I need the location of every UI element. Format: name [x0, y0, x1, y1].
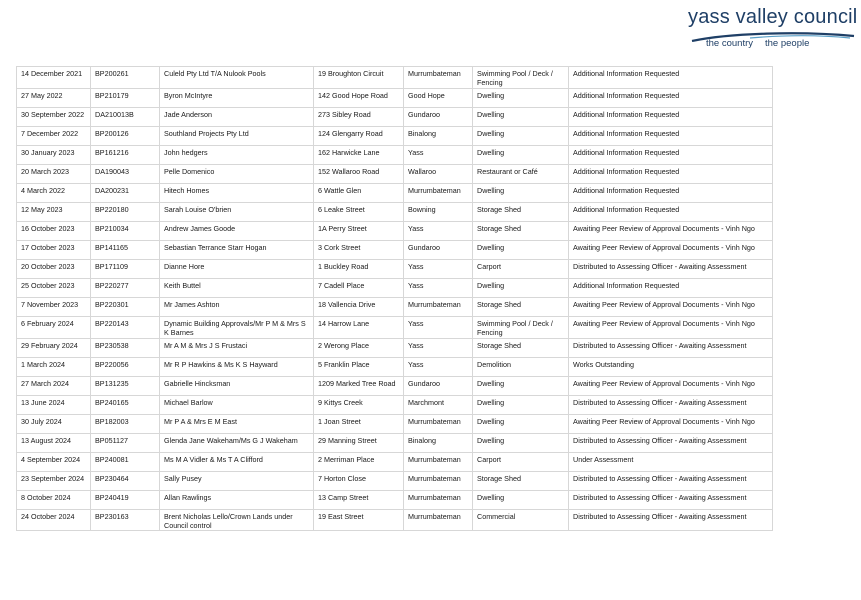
development-type-cell: Swimming Pool / Deck / Fencing	[473, 67, 569, 89]
lodged-date-cell: 8 October 2024	[17, 490, 91, 509]
application-number-cell: BP220143	[91, 316, 160, 338]
locality-cell: Good Hope	[404, 88, 473, 107]
address-cell: 19 Broughton Circuit	[314, 67, 404, 89]
application-number-cell: BP210179	[91, 88, 160, 107]
development-type-cell: Dwelling	[473, 107, 569, 126]
address-cell: 162 Harwicke Lane	[314, 145, 404, 164]
status-cell: Awaiting Peer Review of Approval Documents - Vinh Ngo	[569, 297, 773, 316]
address-cell: 3 Cork Street	[314, 240, 404, 259]
development-type-cell: Dwelling	[473, 183, 569, 202]
applicant-cell: Ms M A Vidler & Ms T A Clifford	[160, 452, 314, 471]
status-cell: Additional Information Requested	[569, 164, 773, 183]
logo-title: yass valley council	[688, 6, 858, 28]
table-row	[17, 376, 773, 395]
status-cell: Awaiting Peer Review of Approval Documents - Vinh Ngo	[569, 221, 773, 240]
application-number-cell: BP230464	[91, 471, 160, 490]
address-cell: 2 Werong Place	[314, 338, 404, 357]
address-cell: 7 Cadell Place	[314, 278, 404, 297]
applicant-cell: Dianne Hore	[160, 259, 314, 278]
lodged-date-cell: 12 May 2023	[17, 202, 91, 221]
locality-cell: Marchmont	[404, 395, 473, 414]
application-number-cell: BP240081	[91, 452, 160, 471]
address-cell: 1209 Marked Tree Road	[314, 376, 404, 395]
locality-cell: Murrumbateman	[404, 509, 473, 531]
lodged-date-cell: 16 October 2023	[17, 221, 91, 240]
table-row	[17, 183, 773, 202]
address-cell: 1 Buckley Road	[314, 259, 404, 278]
applicant-cell: Keith Buttel	[160, 278, 314, 297]
address-cell: 6 Wattle Glen	[314, 183, 404, 202]
applicant-cell: Pelle Domenico	[160, 164, 314, 183]
tagline-right: the people	[765, 38, 810, 49]
application-number-cell: BP161216	[91, 145, 160, 164]
application-number-cell: DA200231	[91, 183, 160, 202]
development-type-cell: Swimming Pool / Deck / Fencing	[473, 316, 569, 338]
address-cell: 9 Kittys Creek	[314, 395, 404, 414]
table-row	[17, 145, 773, 164]
status-cell: Additional Information Requested	[569, 278, 773, 297]
status-cell: Awaiting Peer Review of Approval Documents - Vinh Ngo	[569, 316, 773, 338]
table-row	[17, 297, 773, 316]
locality-cell: Yass	[404, 145, 473, 164]
applicant-cell: Sally Pusey	[160, 471, 314, 490]
application-number-cell: BP141165	[91, 240, 160, 259]
locality-cell: Binalong	[404, 433, 473, 452]
application-number-cell: BP230538	[91, 338, 160, 357]
locality-cell: Gundaroo	[404, 107, 473, 126]
locality-cell: Murrumbateman	[404, 452, 473, 471]
application-number-cell: DA210013B	[91, 107, 160, 126]
lodged-date-cell: 30 September 2022	[17, 107, 91, 126]
applicant-cell: Gabrielle Hincksman	[160, 376, 314, 395]
address-cell: 152 Wallaroo Road	[314, 164, 404, 183]
address-cell: 18 Vallencia Drive	[314, 297, 404, 316]
table-row	[17, 338, 773, 357]
applications-table	[16, 66, 773, 531]
development-type-cell: Dwelling	[473, 278, 569, 297]
locality-cell: Murrumbateman	[404, 183, 473, 202]
development-type-cell: Commercial	[473, 509, 569, 531]
table-row	[17, 164, 773, 183]
table-row	[17, 259, 773, 278]
lodged-date-cell: 4 September 2024	[17, 452, 91, 471]
lodged-date-cell: 23 September 2024	[17, 471, 91, 490]
development-type-cell: Dwelling	[473, 126, 569, 145]
locality-cell: Wallaroo	[404, 164, 473, 183]
table-row	[17, 221, 773, 240]
address-cell: 1 Joan Street	[314, 414, 404, 433]
address-cell: 273 Sibley Road	[314, 107, 404, 126]
logo-tagline	[706, 38, 821, 49]
lodged-date-cell: 14 December 2021	[17, 67, 91, 89]
locality-cell: Yass	[404, 259, 473, 278]
address-cell: 142 Good Hope Road	[314, 88, 404, 107]
locality-cell: Yass	[404, 278, 473, 297]
table-row	[17, 126, 773, 145]
locality-cell: Yass	[404, 357, 473, 376]
table-row	[17, 88, 773, 107]
status-cell: Awaiting Peer Review of Approval Documents - Vinh Ngo	[569, 414, 773, 433]
development-type-cell: Storage Shed	[473, 221, 569, 240]
table-row	[17, 240, 773, 259]
development-type-cell: Dwelling	[473, 376, 569, 395]
status-cell: Distributed to Assessing Officer - Awaiting Assessment	[569, 490, 773, 509]
applications-table-body	[17, 67, 773, 531]
status-cell: Additional Information Requested	[569, 202, 773, 221]
application-number-cell: BP220180	[91, 202, 160, 221]
address-cell: 29 Manning Street	[314, 433, 404, 452]
application-number-cell: BP051127	[91, 433, 160, 452]
lodged-date-cell: 27 March 2024	[17, 376, 91, 395]
application-number-cell: BP131235	[91, 376, 160, 395]
development-type-cell: Dwelling	[473, 395, 569, 414]
table-row	[17, 202, 773, 221]
application-number-cell: BP240419	[91, 490, 160, 509]
table-row	[17, 452, 773, 471]
applicant-cell: Michael Barlow	[160, 395, 314, 414]
address-cell: 1A Perry Street	[314, 221, 404, 240]
address-cell: 124 Glengarry Road	[314, 126, 404, 145]
lodged-date-cell: 1 March 2024	[17, 357, 91, 376]
development-type-cell: Restaurant or Café	[473, 164, 569, 183]
development-type-cell: Storage Shed	[473, 338, 569, 357]
status-cell: Distributed to Assessing Officer - Awaiting Assessment	[569, 509, 773, 531]
status-cell: Distributed to Assessing Officer - Awaiting Assessment	[569, 395, 773, 414]
status-cell: Distributed to Assessing Officer - Awaiting Assessment	[569, 338, 773, 357]
locality-cell: Binalong	[404, 126, 473, 145]
applicant-cell: Andrew James Goode	[160, 221, 314, 240]
locality-cell: Murrumbateman	[404, 471, 473, 490]
address-cell: 2 Merriman Place	[314, 452, 404, 471]
address-cell: 19 East Street	[314, 509, 404, 531]
applicant-cell: Allan Rawlings	[160, 490, 314, 509]
locality-cell: Gundaroo	[404, 240, 473, 259]
status-cell: Works Outstanding	[569, 357, 773, 376]
table-row	[17, 433, 773, 452]
application-number-cell: BP171109	[91, 259, 160, 278]
development-type-cell: Storage Shed	[473, 297, 569, 316]
table-row	[17, 395, 773, 414]
locality-cell: Yass	[404, 338, 473, 357]
status-cell: Additional Information Requested	[569, 67, 773, 89]
locality-cell: Murrumbateman	[404, 297, 473, 316]
table-row	[17, 278, 773, 297]
application-number-cell: BP200261	[91, 67, 160, 89]
address-cell: 5 Franklin Place	[314, 357, 404, 376]
lodged-date-cell: 20 October 2023	[17, 259, 91, 278]
application-number-cell: BP220301	[91, 297, 160, 316]
development-type-cell: Carport	[473, 452, 569, 471]
locality-cell: Yass	[404, 316, 473, 338]
applicant-cell: John hedgers	[160, 145, 314, 164]
application-number-cell: BP220056	[91, 357, 160, 376]
address-cell: 14 Harrow Lane	[314, 316, 404, 338]
locality-cell: Gundaroo	[404, 376, 473, 395]
applicant-cell: Glenda Jane Wakeham/Ms G J Wakeham	[160, 433, 314, 452]
lodged-date-cell: 30 July 2024	[17, 414, 91, 433]
application-number-cell: BP210034	[91, 221, 160, 240]
status-cell: Additional Information Requested	[569, 107, 773, 126]
locality-cell: Murrumbateman	[404, 490, 473, 509]
lodged-date-cell: 7 December 2022	[17, 126, 91, 145]
locality-cell: Murrumbateman	[404, 414, 473, 433]
applicant-cell: Byron McIntyre	[160, 88, 314, 107]
status-cell: Awaiting Peer Review of Approval Documents - Vinh Ngo	[569, 376, 773, 395]
lodged-date-cell: 25 October 2023	[17, 278, 91, 297]
applicant-cell: Dynamic Building Approvals/Mr P M & Mrs S K Barnes	[160, 316, 314, 338]
development-type-cell: Dwelling	[473, 490, 569, 509]
table-row	[17, 357, 773, 376]
development-type-cell: Dwelling	[473, 145, 569, 164]
lodged-date-cell: 17 October 2023	[17, 240, 91, 259]
status-cell: Additional Information Requested	[569, 88, 773, 107]
lodged-date-cell: 6 February 2024	[17, 316, 91, 338]
council-logo	[684, 6, 856, 52]
development-type-cell: Dwelling	[473, 240, 569, 259]
development-type-cell: Storage Shed	[473, 471, 569, 490]
status-cell: Additional Information Requested	[569, 145, 773, 164]
locality-cell: Bowning	[404, 202, 473, 221]
applicant-cell: Culeld Pty Ltd T/A Nulook Pools	[160, 67, 314, 89]
lodged-date-cell: 13 August 2024	[17, 433, 91, 452]
table-row	[17, 490, 773, 509]
status-cell: Additional Information Requested	[569, 126, 773, 145]
table-row	[17, 471, 773, 490]
status-cell: Distributed to Assessing Officer - Awaiting Assessment	[569, 433, 773, 452]
applicant-cell: Mr P A & Mrs E M East	[160, 414, 314, 433]
locality-cell: Murrumbateman	[404, 67, 473, 89]
application-number-cell: BP220277	[91, 278, 160, 297]
lodged-date-cell: 4 March 2022	[17, 183, 91, 202]
address-cell: 13 Camp Street	[314, 490, 404, 509]
applicant-cell: Sarah Louise O'brien	[160, 202, 314, 221]
status-cell: Distributed to Assessing Officer - Awaiting Assessment	[569, 259, 773, 278]
table-row	[17, 316, 773, 338]
application-number-cell: BP230163	[91, 509, 160, 531]
applicant-cell: Mr A M & Mrs J S Frustaci	[160, 338, 314, 357]
lodged-date-cell: 7 November 2023	[17, 297, 91, 316]
table-row	[17, 67, 773, 89]
locality-cell: Yass	[404, 221, 473, 240]
table-row	[17, 107, 773, 126]
application-number-cell: BP182003	[91, 414, 160, 433]
table-row	[17, 509, 773, 531]
address-cell: 7 Horton Close	[314, 471, 404, 490]
development-type-cell: Dwelling	[473, 414, 569, 433]
applicant-cell: Sebastian Terrance Starr Hogan	[160, 240, 314, 259]
status-cell: Additional Information Requested	[569, 183, 773, 202]
lodged-date-cell: 30 January 2023	[17, 145, 91, 164]
tagline-left: the country	[706, 38, 753, 49]
application-number-cell: BP200126	[91, 126, 160, 145]
lodged-date-cell: 27 May 2022	[17, 88, 91, 107]
status-cell: Distributed to Assessing Officer - Awaiting Assessment	[569, 471, 773, 490]
table-row	[17, 414, 773, 433]
lodged-date-cell: 29 February 2024	[17, 338, 91, 357]
address-cell: 6 Leake Street	[314, 202, 404, 221]
application-number-cell: BP240165	[91, 395, 160, 414]
applicant-cell: Mr R P Hawkins & Ms K S Hayward	[160, 357, 314, 376]
applicant-cell: Southland Projects Pty Ltd	[160, 126, 314, 145]
status-cell: Under Assessment	[569, 452, 773, 471]
development-type-cell: Carport	[473, 259, 569, 278]
applicant-cell: Jade Anderson	[160, 107, 314, 126]
development-type-cell: Demolition	[473, 357, 569, 376]
lodged-date-cell: 13 June 2024	[17, 395, 91, 414]
applicant-cell: Brent Nicholas Lello/Crown Lands under Council control	[160, 509, 314, 531]
applicant-cell: Hitech Homes	[160, 183, 314, 202]
applicant-cell: Mr James Ashton	[160, 297, 314, 316]
development-type-cell: Dwelling	[473, 88, 569, 107]
status-cell: Awaiting Peer Review of Approval Documents - Vinh Ngo	[569, 240, 773, 259]
development-type-cell: Storage Shed	[473, 202, 569, 221]
lodged-date-cell: 24 October 2024	[17, 509, 91, 531]
application-number-cell: DA190043	[91, 164, 160, 183]
development-type-cell: Dwelling	[473, 433, 569, 452]
lodged-date-cell: 20 March 2023	[17, 164, 91, 183]
